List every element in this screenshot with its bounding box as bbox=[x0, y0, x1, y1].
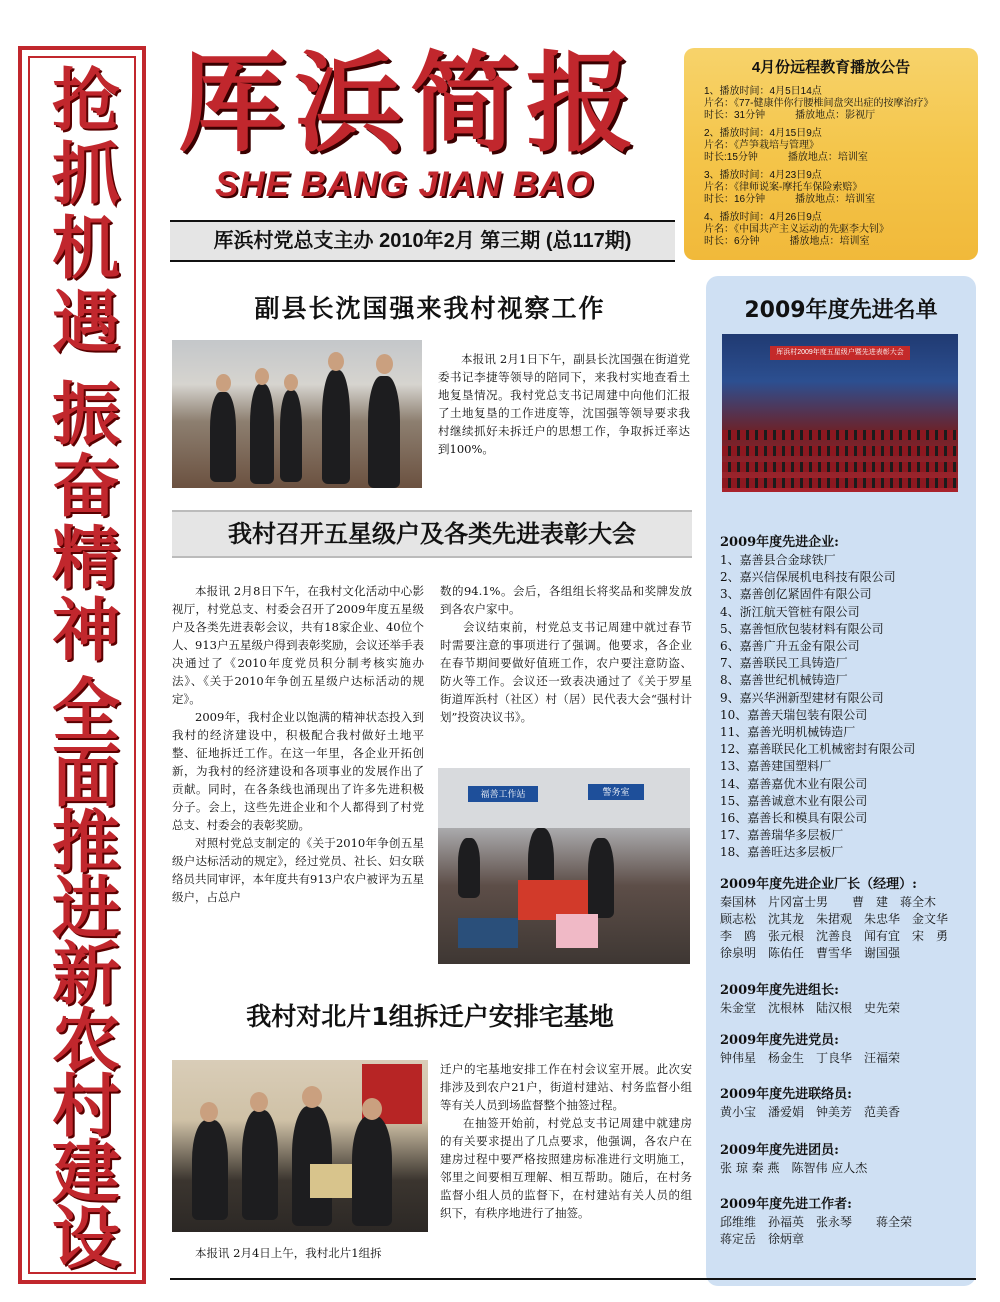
enterprise-item: 8、嘉善世纪机械铸造厂 bbox=[720, 673, 848, 688]
enterprise-item: 2、嘉兴信保展机电科技有限公司 bbox=[720, 570, 896, 585]
slogan-char: 精 bbox=[51, 519, 120, 599]
sidebar-title: 2009年度先进名单 bbox=[744, 298, 938, 323]
slogan-char: 机 bbox=[51, 209, 120, 289]
slogan-char: 全 bbox=[51, 671, 120, 751]
manager-row: 秦国林 片冈富士男 曹 建 蒋全木 bbox=[720, 895, 937, 909]
article2-headline-box bbox=[172, 510, 692, 558]
masthead-title: 厍浜简报 bbox=[178, 41, 643, 167]
enterprise-item: 12、嘉善联民化工机械密封有限公司 bbox=[720, 742, 916, 757]
enterprise-item: 3、嘉善创亿紧固件有限公司 bbox=[720, 587, 872, 602]
issue-info: 厍浜村党总支主办 2010年2月 第三期 (总117期) bbox=[213, 230, 632, 252]
issue-bar bbox=[170, 220, 675, 262]
notice-line: 片名：《芦笋栽培与管理》 bbox=[704, 140, 819, 151]
article1-body: 本报讯 2月1日下午，副县长沈国强在街道党委书记李捷等领导的陪同下，来我村实地查看土地复垦情况。我村党总支书记周建中向他们汇报了土地复垦的工作进度等，沈国强等领导要求我村继续抓好未拆迁户的思想工作，争取拆迁率达到100%。 bbox=[438, 352, 690, 456]
sidebar-photo bbox=[722, 334, 958, 492]
enterprise-item: 11、嘉善光明机械铸造厂 bbox=[720, 725, 856, 739]
photo-sign: 福善工作站 bbox=[468, 786, 538, 802]
notice-line: 时长:15分钟 播放地点：培训室 bbox=[704, 152, 868, 163]
slogan-char: 推 bbox=[51, 803, 120, 883]
notice-line: 时长：16分钟 播放地点：培训室 bbox=[704, 194, 876, 205]
enterprise-item: 1、嘉善县合金球铁厂 bbox=[720, 553, 836, 567]
enterprise-item: 13、嘉善建国塑料厂 bbox=[720, 759, 832, 774]
notice-line: 片名：《77-健康伴你行腰椎间盘突出症的按摩治疗》 bbox=[704, 98, 934, 109]
slogan-char: 村 bbox=[51, 1067, 120, 1147]
article2-body-right: 数的94.1%。会后，各组组长将奖品和奖牌发放到各农户家中。 会议结束前，村党总支书记周建中就过春节时需要注意的事项进行了强调。他要求，各企业在春节期间要做好值班工作，农户要注意防盗、防火等工作。会议还一致表决通过了《关于罗星街道厍浜村（社区）村（居）民代表大会“强村计划”投资决议书》。 bbox=[440, 584, 692, 724]
slogan-char: 遇 bbox=[51, 283, 120, 363]
slogan-char: 神 bbox=[51, 591, 120, 671]
enterprise-item: 9、嘉兴华洲新型建材有限公司 bbox=[720, 690, 884, 705]
manager-row: 李 鸥 张元根 沈善良 闻有宜 宋 勇 bbox=[720, 929, 949, 943]
notice-line: 4、播放时间：4月26日9点 bbox=[704, 212, 822, 223]
article3-body: 迁户的宅基地安排工作在村会议室开展。此次安排涉及到农户21户，街道村建站、村务监督小组等有关人员到场监督整个抽签过程。 在抽签开始前，村党总支书记周建中就建房的有关要求提出了几点要求，他强调，各农户在建房过程中要严格按照建房标准进行文明施工，邻里之间要相互理解、相互帮助。随后，在村务监督小组人员的监督下，在村建站有关人员的组织下，有秩序地进行了抽签。 bbox=[440, 1062, 692, 1220]
article2-body-left: 本报讯 2月8日下午，在我村文化活动中心影视厅，村党总支、村委会召开了2009年度五星级户及各类先进表彰会议，共有18家企业、40位个人、913户五星级户得到表彰奖励，会议还举手表决通过了《2010年度党员积分制考核实施办法》、《关于2010年争创五星级户达标活动的规定》。 2009年，我村企业以饱满的精神状态投入到我村的经济建设中，积极配合我村做好土地平整、征地拆迁工作。在这一年里，各企业开拓创新，为我村的经济建设和各项事业的发展作出了贡献。同时，在各条线也涌现出了许多先进积极分子。会上，这些先进企业和个人都得到了村党总支、村委会的表彰奖励。 对照村党总支制定的《关于2010年争创五星级户达标活动的规定》，经过党员、社长、妇女联络员共同审评，本年度共有913户农户被评为五星级户，占总户 bbox=[172, 584, 424, 904]
leaders-names: 朱金堂 沈根林 陆汉根 史先荣 bbox=[720, 1001, 901, 1015]
photo-banner: 厍浜村2009年度五星级户暨先进表彰大会 bbox=[770, 346, 910, 360]
article1-photo bbox=[172, 340, 422, 488]
notice-line: 2、播放时间：4月15日9点 bbox=[704, 128, 822, 139]
enterprises-heading: 2009年度先进企业: bbox=[720, 535, 839, 550]
manager-row: 徐泉明 陈佑任 曹雪华 谢国强 bbox=[720, 946, 901, 960]
notice-line: 片名：《律师说案-摩托车保险索赔》 bbox=[704, 182, 863, 193]
slogan-frame bbox=[18, 46, 146, 1284]
slogan-char: 抓 bbox=[51, 135, 120, 215]
slogan-char: 振 bbox=[51, 375, 120, 455]
article3-photo bbox=[172, 1060, 428, 1232]
manager-row: 顾志松 沈其龙 朱捃观 朱忠华 金文华 bbox=[720, 912, 949, 926]
article2-photo bbox=[438, 768, 690, 964]
photo-sign: 警务室 bbox=[588, 784, 644, 800]
notice-line: 时长：31分钟 播放地点：影视厅 bbox=[704, 110, 876, 121]
article3-caption: 本报讯 2月4日上午，我村北片1组拆 bbox=[195, 1246, 382, 1260]
workers-heading: 2009年度先进工作者: bbox=[720, 1197, 852, 1212]
enterprise-item: 17、嘉善瑞华多层板厂 bbox=[720, 828, 844, 843]
enterprise-item: 15、嘉善诚意木业有限公司 bbox=[720, 793, 868, 808]
enterprise-item: 5、嘉善恒欣包装材料有限公司 bbox=[720, 621, 884, 636]
managers-heading: 2009年度先进企业厂长（经理）: bbox=[720, 877, 917, 892]
slogan-char: 面 bbox=[51, 737, 120, 817]
enterprise-item: 14、嘉善嘉优木业有限公司 bbox=[720, 776, 868, 791]
workers-row: 蒋定岳 徐炳章 bbox=[720, 1232, 805, 1246]
enterprise-item: 10、嘉善天瑞包装有限公司 bbox=[720, 707, 868, 722]
slogan-char: 奋 bbox=[51, 447, 120, 527]
masthead-subtitle: SHE BANG JIAN BAO bbox=[215, 165, 594, 204]
article3-headline: 我村对北片1组拆迁户安排宅基地 bbox=[246, 1002, 614, 1031]
slogan-char: 抢 bbox=[51, 61, 120, 141]
article2-headline: 我村召开五星级户及各类先进表彰大会 bbox=[228, 520, 636, 548]
workers-row: 邱维维 孙福英 张永琴 蒋全荣 bbox=[720, 1215, 913, 1229]
liaisons-names: 黄小宝 潘爱娟 钟美芳 范美香 bbox=[720, 1105, 901, 1119]
slogan-char: 新 bbox=[51, 935, 120, 1015]
leaders-heading: 2009年度先进组长: bbox=[720, 983, 839, 998]
enterprise-item: 18、嘉善旺达多层板厂 bbox=[720, 845, 844, 860]
league-heading: 2009年度先进团员: bbox=[720, 1143, 839, 1158]
notice-line: 时长：6分钟 播放地点：培训室 bbox=[704, 236, 870, 247]
honor-list-sidebar bbox=[706, 276, 976, 1286]
bottom-rule bbox=[170, 1278, 976, 1280]
members-heading: 2009年度先进党员: bbox=[720, 1033, 839, 1048]
notice-line: 片名：《中国共产主义运动的先驱李大钊》 bbox=[704, 224, 889, 235]
notice-line: 3、播放时间：4月23日9点 bbox=[704, 170, 822, 181]
slogan-char: 农 bbox=[51, 1001, 120, 1081]
slogan-char: 建 bbox=[51, 1133, 120, 1213]
enterprise-item: 6、嘉善广升五金有限公司 bbox=[720, 639, 860, 653]
enterprise-item: 4、浙江航天管桩有限公司 bbox=[720, 604, 860, 619]
notice-title: 4月份远程教育播放公告 bbox=[751, 59, 911, 76]
slogan-char: 进 bbox=[51, 869, 120, 949]
broadcast-notice bbox=[684, 48, 978, 260]
liaisons-heading: 2009年度先进联络员: bbox=[720, 1087, 852, 1102]
notice-line: 1、播放时间：4月5日14点 bbox=[704, 86, 822, 97]
enterprise-item: 7、嘉善联民工具铸造厂 bbox=[720, 656, 848, 671]
slogan-char: 设 bbox=[51, 1199, 120, 1279]
members-names: 钟伟星 杨金生 丁良华 汪福荣 bbox=[720, 1051, 901, 1065]
enterprise-item: 16、嘉善长和模具有限公司 bbox=[720, 811, 868, 825]
league-names: 张 琼 秦 燕 陈智伟 应人杰 bbox=[720, 1161, 868, 1175]
article1-headline: 副县长沈国强来我村视察工作 bbox=[254, 294, 606, 323]
